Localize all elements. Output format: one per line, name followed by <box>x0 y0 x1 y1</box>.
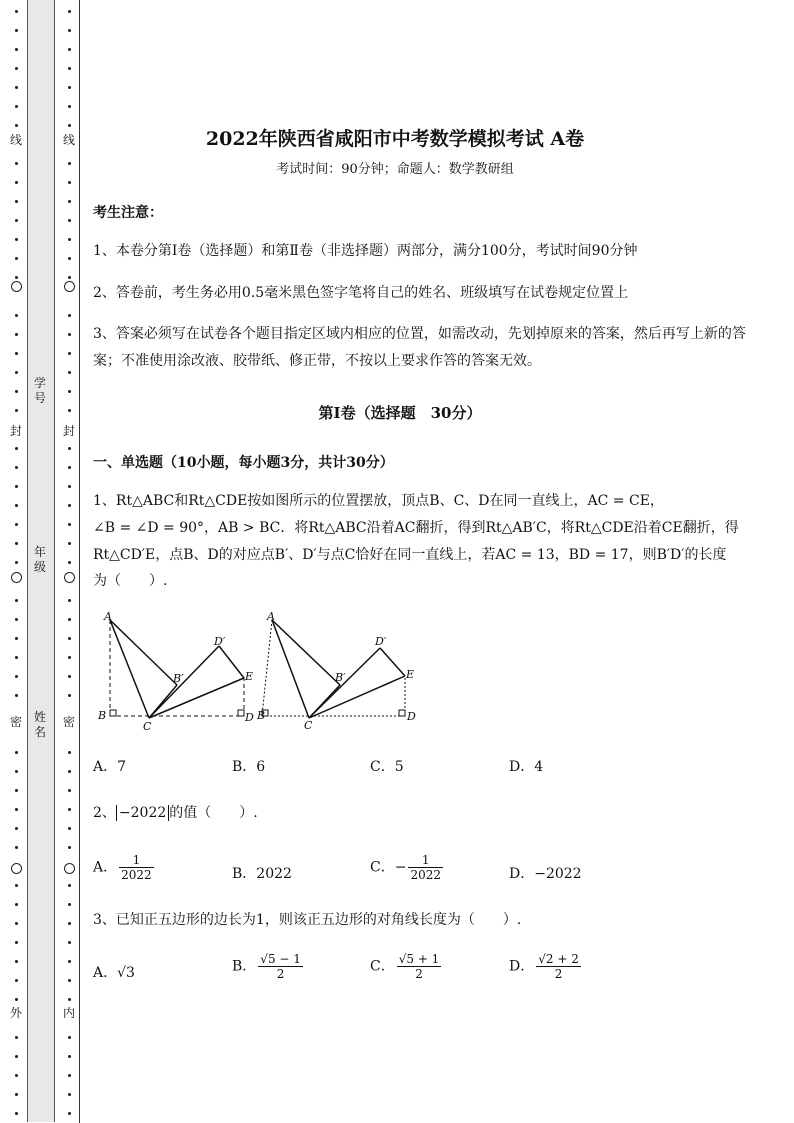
cut-line-dot <box>68 276 71 279</box>
cut-line-dot <box>15 960 18 963</box>
cut-line-dot <box>68 751 71 754</box>
cut-line-dot <box>68 960 71 963</box>
binding-line <box>79 0 80 1123</box>
cut-line-dot <box>68 219 71 222</box>
circle-mark <box>64 863 75 874</box>
label-name: 姓名 <box>33 710 46 739</box>
q3-option-a[interactable] <box>93 962 135 982</box>
strip-char-inner: 线 <box>62 133 75 147</box>
cut-line-dot <box>68 618 71 621</box>
cut-line-dot <box>15 447 18 450</box>
cut-line-dot <box>15 998 18 1001</box>
cut-line-dot <box>68 352 71 355</box>
q3-option-c-label: C． <box>370 958 395 975</box>
strip-char-outer: 封 <box>9 424 22 438</box>
question-1-line: Rt△CD′E，点B、D的对应点B′、D′与点C恰好在同一直线上，若AC = 13，BD = 17，则B′D′的长度 <box>93 547 727 563</box>
cut-line-dot <box>15 409 18 412</box>
cut-line-dot <box>15 105 18 108</box>
q3-option-d-fraction: $\frac{√2 + 2}{2}$ <box>538 952 579 981</box>
q1-option-c[interactable]: C．5 <box>370 759 404 775</box>
cut-line-dot <box>15 257 18 260</box>
circle-mark <box>64 572 75 583</box>
figure-label: E <box>245 670 254 683</box>
figure-label: D′ <box>214 635 226 648</box>
cut-line-dot <box>68 371 71 374</box>
cut-line-dot <box>68 48 71 51</box>
cut-line-dot <box>68 1074 71 1077</box>
q2-option-b[interactable]: B．2022 <box>232 866 292 882</box>
cut-line-dot <box>15 922 18 925</box>
figure-label: D <box>407 710 416 723</box>
cut-line-dot <box>15 979 18 982</box>
cut-line-dot <box>15 276 18 279</box>
notice-heading: 考生注意： <box>93 205 163 221</box>
cut-line-dot <box>68 789 71 792</box>
cut-line-dot <box>15 67 18 70</box>
q3-option-b-fraction: $\frac{√5 - 1}{2}$ <box>260 952 301 981</box>
cut-line-dot <box>68 979 71 982</box>
cut-line-dot <box>68 1055 71 1058</box>
figure-label: E <box>406 668 415 681</box>
cut-line-dot <box>15 504 18 507</box>
strip-char-outer: 线 <box>9 133 22 147</box>
figure-label: B′ <box>173 672 184 685</box>
cut-line-dot <box>15 941 18 944</box>
cut-line-dot <box>15 352 18 355</box>
cut-line-dot <box>15 238 18 241</box>
figure-label: B <box>257 709 266 722</box>
cut-line-dot <box>68 257 71 260</box>
strip-char-outer: 密 <box>9 715 22 729</box>
cut-line-dot <box>15 29 18 32</box>
cut-line-dot <box>68 637 71 640</box>
page-title: 2022年陕西省咸阳市中考数学模拟考试 A卷 <box>205 128 585 150</box>
cut-line-dot <box>68 1112 71 1115</box>
cut-line-dot <box>68 86 71 89</box>
cut-line-dot <box>68 67 71 70</box>
question-1-line: 1、Rt△ABC和Rt△CDE按如图所示的位置摆放，顶点B、C、D在同一直线上，AC = CE， <box>93 493 664 509</box>
strip-char-inner: 内 <box>62 1006 75 1020</box>
cut-line-dot <box>15 48 18 51</box>
figure-label: D′ <box>375 635 387 648</box>
cut-line-dot <box>15 333 18 336</box>
cut-line-dot <box>15 903 18 906</box>
cut-line-dot <box>15 466 18 469</box>
cut-line-dot <box>15 694 18 697</box>
cut-line-dot <box>15 86 18 89</box>
q3-option-b-label: B． <box>232 958 257 975</box>
cut-line-dot <box>15 561 18 564</box>
strip-char-inner: 密 <box>62 715 75 729</box>
figure-label: A <box>267 610 275 623</box>
binding-strip <box>0 0 82 1123</box>
q3-option-a-label: A． <box>93 965 118 981</box>
q2-option-a-label: A． <box>93 859 118 876</box>
cut-line-dot <box>15 846 18 849</box>
cut-line-dot <box>68 10 71 13</box>
cut-line-dot <box>68 941 71 944</box>
circle-mark <box>11 572 22 583</box>
figure-label: A <box>104 610 112 623</box>
cut-line-dot <box>68 390 71 393</box>
cut-line-dot <box>68 162 71 165</box>
circle-mark <box>64 281 75 292</box>
cut-line-dot <box>68 808 71 811</box>
cut-line-dot <box>15 1112 18 1115</box>
q3-option-c-fraction: $\frac{√5 + 1}{2}$ <box>398 952 440 981</box>
cut-line-dot <box>15 1093 18 1096</box>
notice-item: 1、本卷分第I卷（选择题）和第Ⅱ卷（非选择题）两部分，满分100分，考试时间90分钟 <box>93 243 638 259</box>
label-grade: 年级 <box>33 545 46 574</box>
cut-line-dot <box>15 618 18 621</box>
question-2 <box>93 800 753 827</box>
q2-suffix: 的值（ ）. <box>169 805 258 821</box>
cut-line-dot <box>68 884 71 887</box>
figure-label: C <box>143 720 152 733</box>
cut-line-dot <box>15 124 18 127</box>
cut-line-dot <box>15 523 18 526</box>
question-1-figure <box>93 608 433 738</box>
cut-line-dot <box>68 333 71 336</box>
q2-option-c-fraction: $\frac{1}{2022}$ <box>410 853 441 882</box>
cut-line-dot <box>15 827 18 830</box>
cut-line-dot <box>68 694 71 697</box>
cut-line-dot <box>15 1055 18 1058</box>
cut-line-dot <box>68 314 71 317</box>
section-title: 第I卷（选择题 30分） <box>318 404 482 422</box>
cut-line-dot <box>68 485 71 488</box>
cut-line-dot <box>15 808 18 811</box>
cut-line-dot <box>15 181 18 184</box>
cut-line-dot <box>68 846 71 849</box>
q1-option-b[interactable]: B．6 <box>232 759 266 775</box>
label-student-number: 学号 <box>33 376 46 405</box>
cut-line-dot <box>15 390 18 393</box>
cut-line-dot <box>15 10 18 13</box>
strip-char-inner: 封 <box>62 424 75 438</box>
cut-line-dot <box>15 637 18 640</box>
cut-line-dot <box>15 751 18 754</box>
cut-line-dot <box>68 998 71 1001</box>
cut-line-dot <box>15 485 18 488</box>
q3-option-d-label: D． <box>509 958 535 975</box>
q2-option-c[interactable] <box>370 853 445 882</box>
cut-line-dot <box>68 1093 71 1096</box>
cut-line-dot <box>15 675 18 678</box>
notice-item: 3、答案必须写在试卷各个题目指定区域内相应的位置，如需改动，先划掉原来的答案，然后再写上新的答案；不准使用涂改液、胶带纸、修正带，不按以上要求作答的答案无效。 <box>93 326 746 369</box>
q3-option-c[interactable] <box>370 952 443 981</box>
cut-line-dot <box>68 409 71 412</box>
cut-line-dot <box>68 542 71 545</box>
q2-option-d[interactable]: D．−2022 <box>509 866 582 882</box>
cut-line-dot <box>15 599 18 602</box>
cut-line-dot <box>68 903 71 906</box>
cut-line-dot <box>68 770 71 773</box>
cut-line-dot <box>68 29 71 32</box>
cut-line-dot <box>15 162 18 165</box>
q1-option-a[interactable]: A．7 <box>93 759 127 775</box>
part-heading: 一、单选题（10小题，每小题3分，共计30分） <box>93 455 394 471</box>
q3-option-b[interactable] <box>232 952 305 981</box>
cut-line-dot <box>15 219 18 222</box>
cut-line-dot <box>68 105 71 108</box>
question-1-line: 为（ ）. <box>93 573 168 589</box>
question-1-line: ∠B = ∠D = 90°，AB > BC．将Rt△ABC沿着AC翻折，得到Rt△AB′C，将Rt△CDE沿着CE翻折，得 <box>93 520 739 536</box>
cut-line-dot <box>68 181 71 184</box>
cut-line-dot <box>68 561 71 564</box>
q3-option-d[interactable] <box>509 952 583 981</box>
cut-line-dot <box>15 789 18 792</box>
figure-label: D <box>245 711 254 724</box>
cut-line-dot <box>68 675 71 678</box>
cut-line-dot <box>68 466 71 469</box>
cut-line-dot <box>15 314 18 317</box>
q2-option-a-fraction: $\frac{1}{2022}$ <box>121 853 152 882</box>
figure-label: B <box>98 709 107 722</box>
strip-char-outer: 外 <box>9 1006 22 1020</box>
cut-line-dot <box>68 922 71 925</box>
q2-prefix: 2、 <box>93 805 116 821</box>
notice-item: 2、答卷前，考生务必用0.5毫米黑色签字笔将自己的姓名、班级填写在试卷规定位置上 <box>93 285 629 301</box>
figure-label: C <box>304 719 313 732</box>
circle-mark <box>11 281 22 292</box>
cut-line-dot <box>68 200 71 203</box>
cut-line-dot <box>15 1036 18 1039</box>
cut-line-dot <box>68 523 71 526</box>
exam-info: 考试时间：90分钟；命题人：数学教研组 <box>276 162 514 177</box>
cut-line-dot <box>15 884 18 887</box>
cut-line-dot <box>15 656 18 659</box>
question-3: 3、已知正五边形的边长为1，则该正五边形的对角线长度为（ ）. <box>93 912 522 928</box>
cut-line-dot <box>68 124 71 127</box>
cut-line-dot <box>68 238 71 241</box>
q2-option-a[interactable] <box>93 853 156 882</box>
cut-line-dot <box>68 656 71 659</box>
cut-line-dot <box>15 1074 18 1077</box>
cut-line-dot <box>68 504 71 507</box>
cut-line-dot <box>15 200 18 203</box>
cut-line-dot <box>15 371 18 374</box>
q2-abs-value: −2022 <box>116 805 169 821</box>
cut-line-dot <box>68 447 71 450</box>
q2-option-c-label: C．− <box>370 859 407 876</box>
cut-line-dot <box>15 542 18 545</box>
cut-line-dot <box>15 770 18 773</box>
q3-option-a-value: √3 <box>117 965 135 981</box>
cut-line-dot <box>68 599 71 602</box>
cut-line-dot <box>68 827 71 830</box>
figure-label: B′ <box>335 671 346 684</box>
cut-line-dot <box>68 1036 71 1039</box>
circle-mark <box>11 863 22 874</box>
q1-option-d[interactable]: D．4 <box>509 759 544 775</box>
